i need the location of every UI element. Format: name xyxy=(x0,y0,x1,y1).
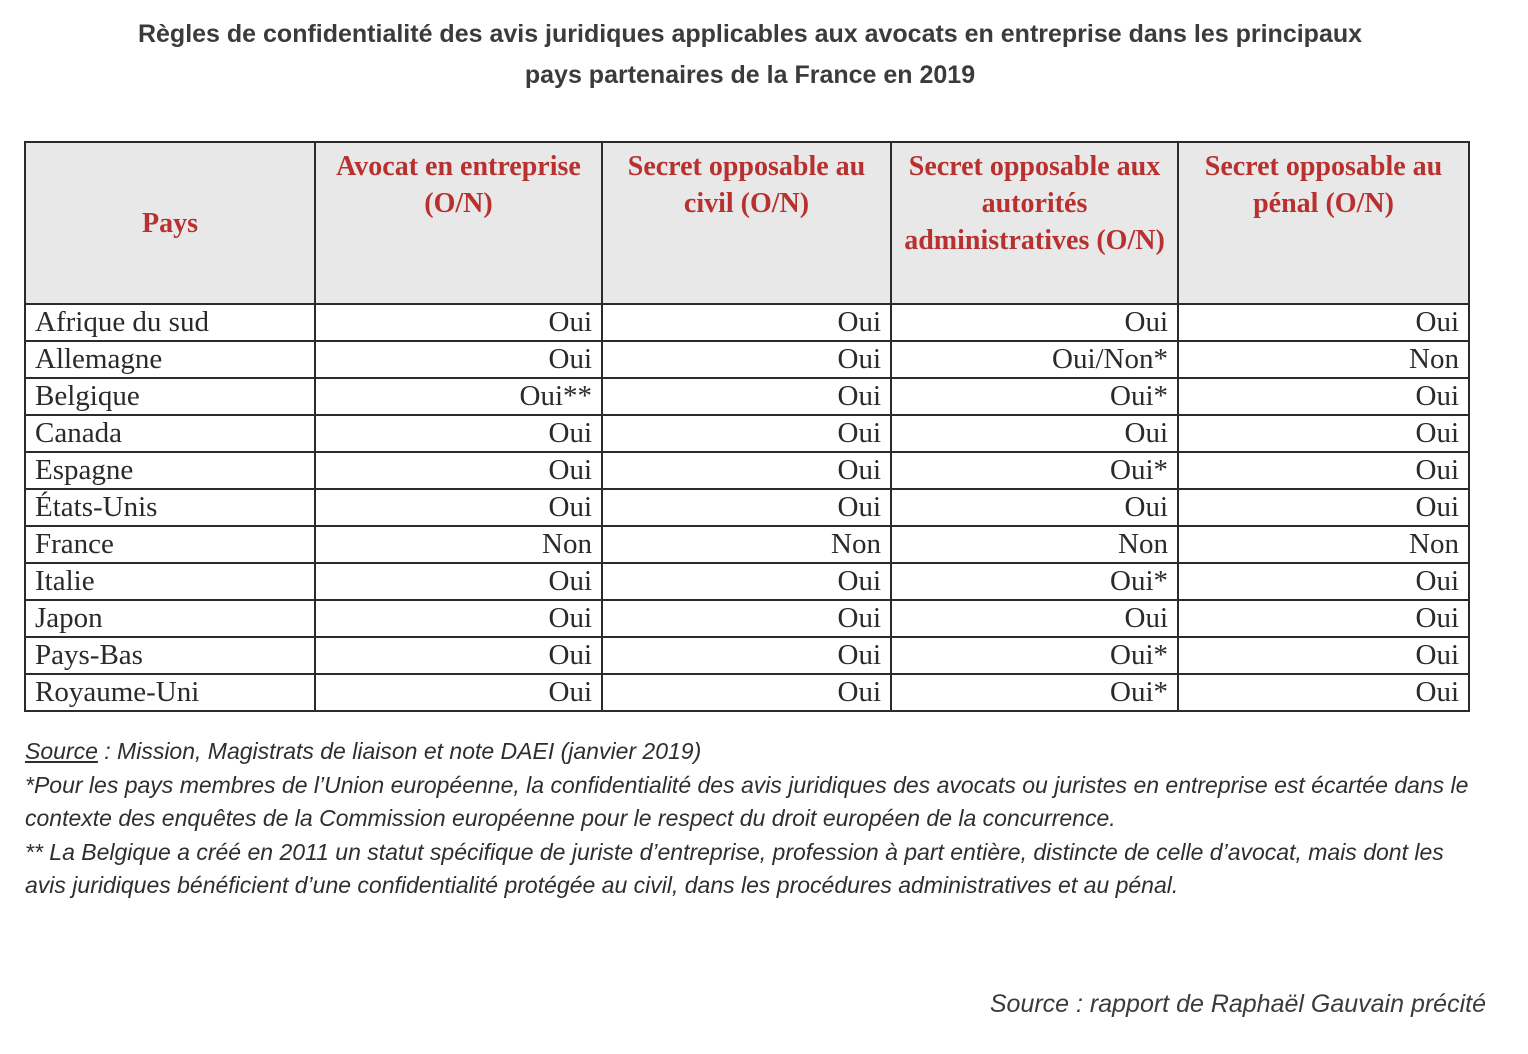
cell-value: Oui xyxy=(602,563,891,600)
table-row xyxy=(25,674,1469,711)
cell-value: Oui xyxy=(315,563,602,600)
header-avocat-en-entreprise: Avocat en entreprise (O/N) xyxy=(315,142,602,304)
cell-value: Oui xyxy=(315,304,602,341)
cell-value: Oui xyxy=(602,378,891,415)
cell-value: Oui xyxy=(602,415,891,452)
cell-country: Royaume-Uni xyxy=(25,674,315,711)
cell-value: Oui xyxy=(1178,563,1469,600)
cell-value: Oui xyxy=(602,304,891,341)
title-line-2: pays partenaires de la France en 2019 xyxy=(524,61,976,89)
cell-country: Belgique xyxy=(25,378,315,415)
cell-value: Oui** xyxy=(315,378,602,415)
cell-value: Oui xyxy=(315,489,602,526)
table-row xyxy=(25,489,1469,526)
cell-value: Non xyxy=(1178,526,1469,563)
cell-value: Oui xyxy=(315,452,602,489)
cell-value: Oui xyxy=(1178,637,1469,674)
cell-value: Oui* xyxy=(891,452,1178,489)
page-title xyxy=(0,14,1500,96)
cell-value: Oui* xyxy=(891,563,1178,600)
table-row xyxy=(25,304,1469,341)
cell-value: Oui xyxy=(315,415,602,452)
cell-value: Oui/Non* xyxy=(891,341,1178,378)
cell-value: Oui xyxy=(1178,600,1469,637)
cell-value: Oui xyxy=(315,674,602,711)
cell-value: Oui xyxy=(602,637,891,674)
table-row xyxy=(25,341,1469,378)
cell-country: Japon xyxy=(25,600,315,637)
cell-country: France xyxy=(25,526,315,563)
cell-value: Non xyxy=(891,526,1178,563)
source-label: Source xyxy=(25,738,98,764)
cell-value: Oui xyxy=(1178,304,1469,341)
cell-value: Non xyxy=(315,526,602,563)
cell-value: Oui xyxy=(602,674,891,711)
cell-country: Pays-Bas xyxy=(25,637,315,674)
cell-value: Non xyxy=(602,526,891,563)
cell-value: Oui* xyxy=(891,674,1178,711)
source-credit: Source : rapport de Raphaël Gauvain précité xyxy=(989,990,1486,1018)
cell-value: Oui xyxy=(1178,415,1469,452)
footnote-eu: *Pour les pays membres de l’Union européenne, la confidentialité des avis juridiques des avocats ou juristes en entreprise est écartée dans le contexte des enquêtes de la Commission européenne pour le respect du droit européen de la concurrence. xyxy=(25,771,1469,831)
cell-value: Oui xyxy=(891,600,1178,637)
table-row xyxy=(25,563,1469,600)
header-secret-penal: Secret opposable au pénal (O/N) xyxy=(1178,142,1469,304)
cell-country: Canada xyxy=(25,415,315,452)
cell-value: Oui xyxy=(1178,674,1469,711)
source-text: : Mission, Magistrats de liaison et note DAEI (janvier 2019) xyxy=(97,738,702,764)
cell-value: Oui* xyxy=(891,637,1178,674)
table-row xyxy=(25,415,1469,452)
cell-value: Oui xyxy=(602,600,891,637)
cell-value: Oui xyxy=(315,637,602,674)
cell-country: États-Unis xyxy=(25,489,315,526)
source-note xyxy=(25,735,1485,769)
cell-country: Allemagne xyxy=(25,341,315,378)
header-secret-civil: Secret opposable au civil (O/N) xyxy=(602,142,891,304)
cell-value: Oui xyxy=(1178,452,1469,489)
table-row xyxy=(25,526,1469,563)
cell-value: Oui xyxy=(602,489,891,526)
header-pays: Pays xyxy=(25,142,315,304)
cell-value: Oui xyxy=(602,341,891,378)
cell-country: Afrique du sud xyxy=(25,304,315,341)
table-notes xyxy=(25,735,1485,903)
cell-value: Oui* xyxy=(891,378,1178,415)
table-row xyxy=(25,378,1469,415)
cell-value: Oui xyxy=(315,600,602,637)
cell-value: Oui xyxy=(1178,489,1469,526)
cell-country: Italie xyxy=(25,563,315,600)
cell-value: Oui xyxy=(891,415,1178,452)
cell-value: Oui xyxy=(315,341,602,378)
cell-value: Oui xyxy=(1178,378,1469,415)
footnote-belgium: ** La Belgique a créé en 2011 un statut spécifique de juriste d’entreprise, profession à part entière, distincte de celle d’avocat, mais dont les avis juridiques bénéficient d’une confidentialité protégée au civil, dans les procédures administratives et au pénal. xyxy=(25,838,1444,898)
table-row xyxy=(25,452,1469,489)
table-row xyxy=(25,637,1469,674)
confidentiality-table xyxy=(24,141,1470,712)
table-row xyxy=(25,600,1469,637)
cell-value: Oui xyxy=(891,489,1178,526)
header-secret-administratif: Secret opposable aux autorités administratives (O/N) xyxy=(891,142,1178,304)
cell-value: Oui xyxy=(891,304,1178,341)
title-line-1: Règles de confidentialité des avis juridiques applicables aux avocats en entreprise dans les principaux xyxy=(137,20,1363,48)
cell-value: Non xyxy=(1178,341,1469,378)
cell-value: Oui xyxy=(602,452,891,489)
table-header-row xyxy=(25,142,1469,304)
cell-country: Espagne xyxy=(25,452,315,489)
